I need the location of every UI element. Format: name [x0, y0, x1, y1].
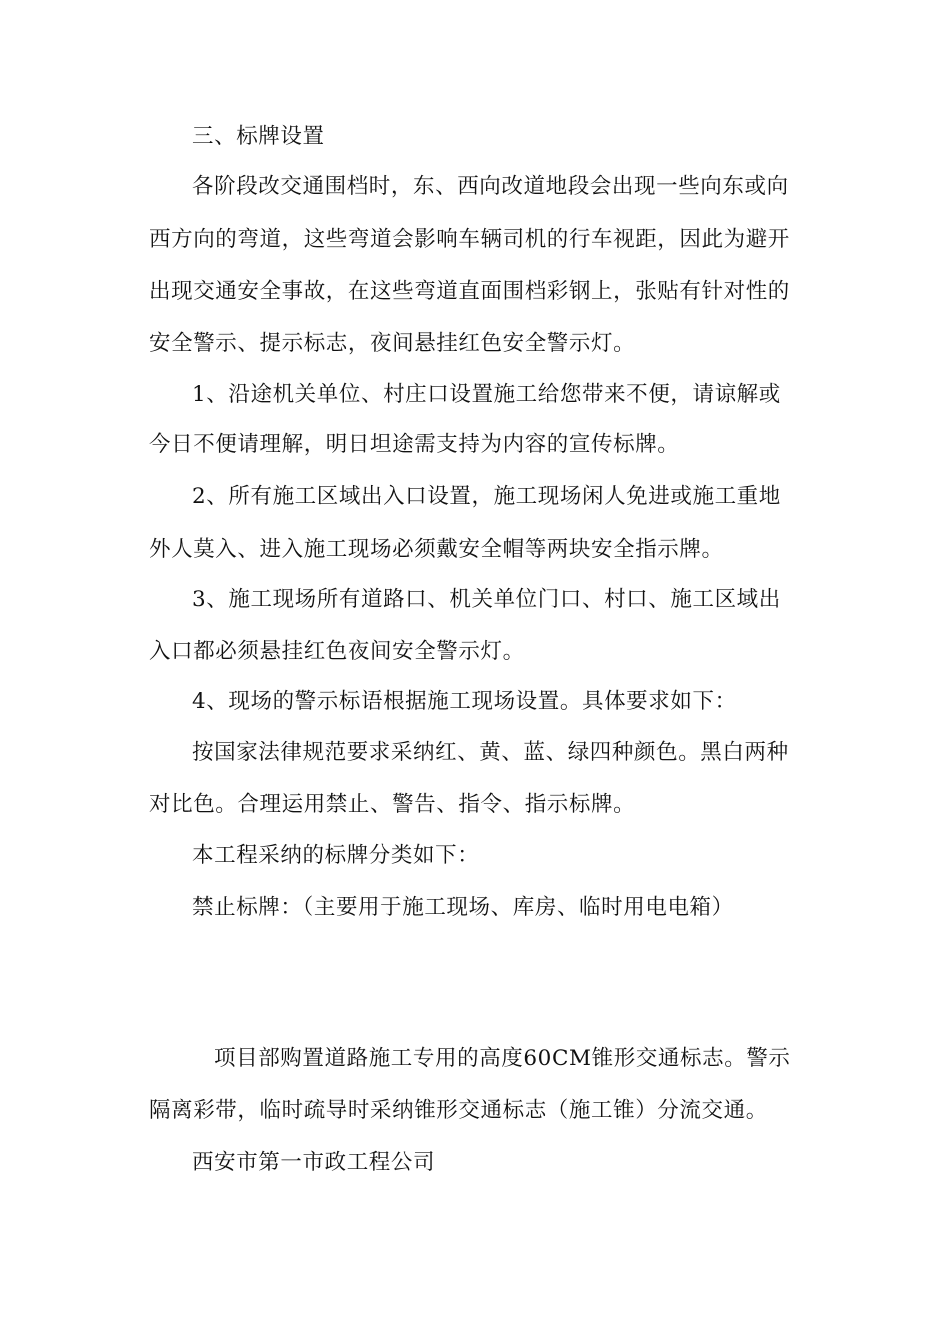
paragraph-6-line-1: 按国家法律规范要求采纳红、黄、蓝、绿四种颜色。黑白两种 — [192, 740, 789, 765]
paragraph-1-line-1: 各阶段改交通围档时，东、西向改道地段会出现一些向东或向 — [192, 174, 789, 199]
paragraph-4-line-2: 入口都必须悬挂红色夜间安全警示灯。 — [149, 639, 525, 664]
paragraph-7-line-1: 本工程采纳的标牌分类如下： — [192, 843, 480, 868]
paragraph-1-line-3: 出现交通安全事故，在这些弯道直面围档彩钢上，张贴有针对性的 — [149, 279, 790, 304]
paragraph-1-line-4: 安全警示、提示标志，夜间悬挂红色安全警示灯。 — [149, 331, 636, 356]
paragraph-8-line-1: 禁止标牌：（主要用于施工现场、库房、临时用电电箱） — [192, 895, 734, 920]
paragraph-3-line-1: 2、所有施工区域出入口设置，施工现场闲人免进或施工重地 — [192, 484, 781, 509]
paragraph-4-line-1: 3、施工现场所有道路口、机关单位门口、村口、施工区域出 — [192, 587, 781, 612]
paragraph-9-line-1: 项目部购置道路施工专用的高度60CM锥形交通标志。警示 — [214, 1046, 791, 1071]
company-name: 西安市第一市政工程公司 — [192, 1150, 436, 1175]
section-heading: 三、标牌设置 — [192, 124, 325, 149]
paragraph-3-line-2: 外人莫入、进入施工现场必须戴安全帽等两块安全指示牌。 — [149, 537, 724, 562]
paragraph-9-line-2: 隔离彩带，临时疏导时采纳锥形交通标志（施工锥）分流交通。 — [149, 1098, 768, 1123]
paragraph-2-line-1: 1、沿途机关单位、村庄口设置施工给您带来不便，请谅解或 — [192, 382, 781, 407]
paragraph-6-line-2: 对比色。合理运用禁止、警告、指令、指示标牌。 — [149, 792, 636, 817]
paragraph-5-line-1: 4、现场的警示标语根据施工现场设置。具体要求如下： — [192, 689, 737, 714]
paragraph-2-line-2: 今日不便请理解，明日坦途需支持为内容的宣传标牌。 — [149, 432, 680, 457]
paragraph-1-line-2: 西方向的弯道，这些弯道会影响车辆司机的行车视距，因此为避开 — [149, 227, 790, 252]
